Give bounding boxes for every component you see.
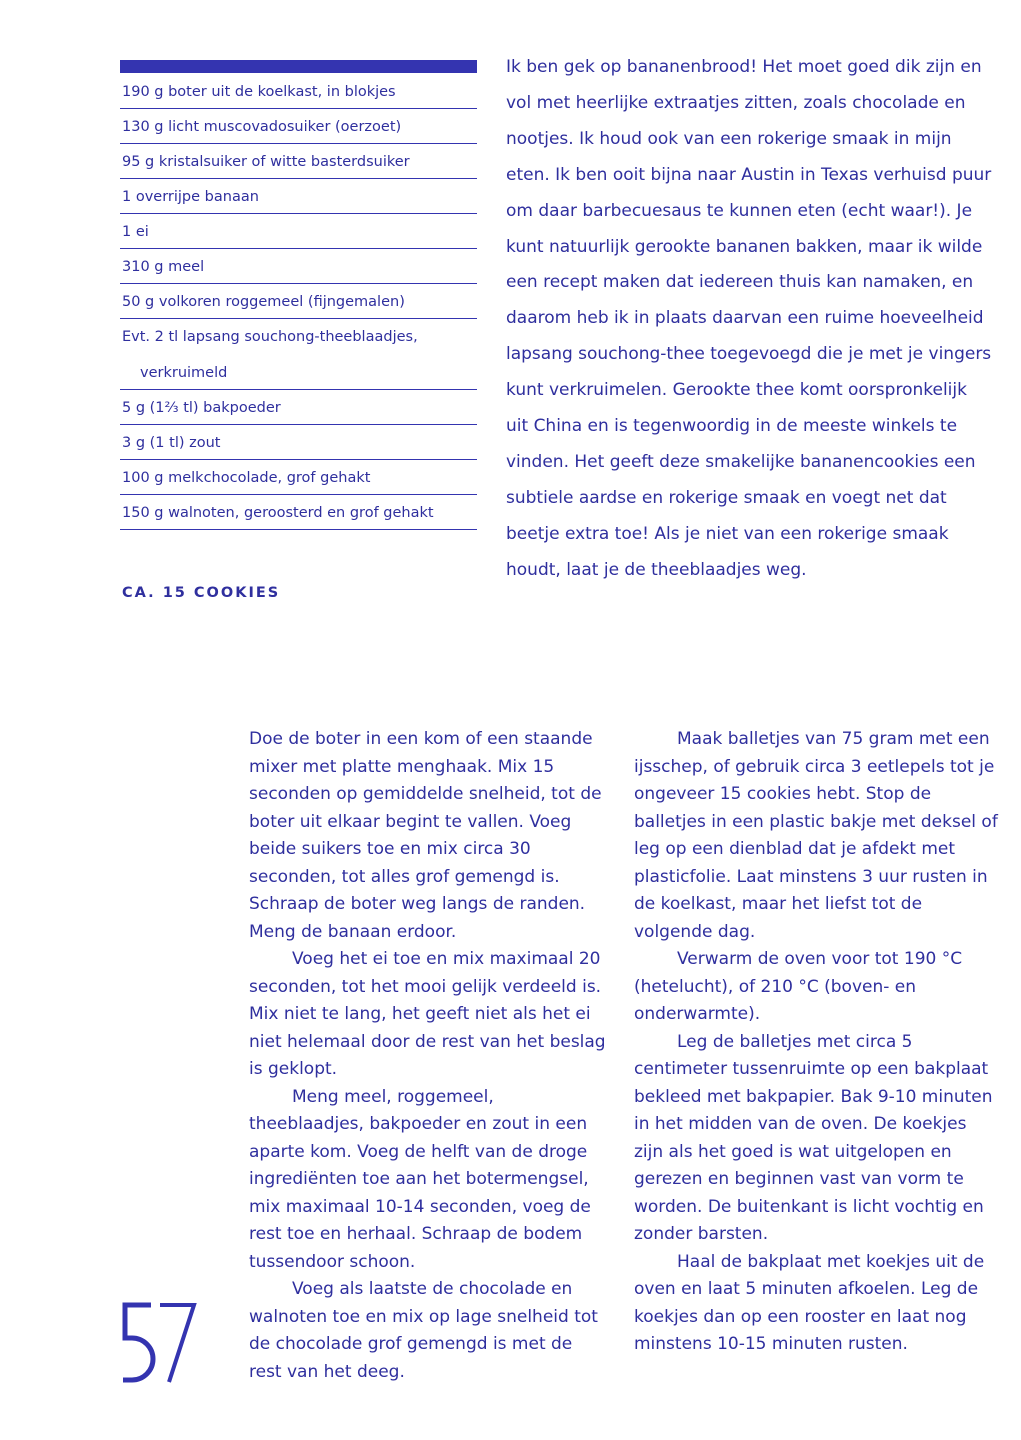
intro-paragraph: Ik ben gek op bananenbrood! Het moet goed dik zijn en vol met heerlijke extraatjes zitten, zoals chocolade en nootjes. Ik houd ook van een rokerige smaak in mijn eten. Ik ben ooit bijna naar Austin in Texas verhuisd puur om daar barbecuesaus te kunnen eten (echt waar!). Je kunt natuurlijk gerookte bananen bakken, maar ik wilde een recept maken dat iedereen thuis kan namaken, en daarom heb ik in plaats daarvan een ruime hoeveelheid lapsang souchong-thee toegevoegd die je met je vingers kunt verkruimelen. Gerookte thee komt oorspronkelijk uit China en is tegenwoordig in de meeste winkels te vinden. Het geeft deze smakelijke bananencookies een subtiele aardse en rokerige smaak en voegt net dat beetje extra toe! Als je niet van een rokerige smaak houdt, laat je de theeblaadjes weg. bbox=[506, 57, 992, 580]
method-step: Maak balletjes van 75 gram met een ijsschep, of gebruik circa 3 eetlepels tot je ongeveer 15 cookies hebt. Stop de balletjes in een plastic bakje met deksel of leg op een dienblad dat je afdekt met plasticfolie. Laat minstens 3 uur rusten in de koelkast, maar het liefst tot de volgende dag. bbox=[634, 729, 998, 942]
ingredient-item: 50 g volkoren roggemeel (fijngemalen) bbox=[120, 284, 477, 319]
method-step: Verwarm de oven voor tot 190 °C (hetelucht), of 210 °C (boven- en onderwarmte). bbox=[634, 949, 963, 1024]
ingredients-header-bar bbox=[120, 60, 477, 73]
ingredient-item: 3 g (1 tl) zout bbox=[120, 425, 477, 460]
ingredient-item: 5 g (1⅔ tl) bakpoeder bbox=[120, 390, 477, 425]
method-step: Voeg als laatste de chocolade en walnoten toe en mix op lage snelheid tot de chocolade grof gemengd is met de rest van het deeg. bbox=[249, 1279, 598, 1382]
ingredient-item: 150 g walnoten, geroosterd en grof gehakt bbox=[120, 495, 477, 530]
ingredient-item: 1 ei bbox=[120, 214, 477, 249]
ingredient-line: Evt. 2 tl lapsang souchong-theeblaadjes, bbox=[122, 329, 418, 345]
ingredient-item: 1 overrijpe banaan bbox=[120, 179, 477, 214]
ingredient-item: 130 g licht muscovadosuiker (oerzoet) bbox=[120, 109, 477, 144]
method-step: Doe de boter in een kom of een staande mixer met platte menghaak. Mix 15 seconden op gemiddelde snelheid, tot de boter uit elkaar begint te vallen. Voeg beide suikers toe en mix circa 30 seconden, tot alles grof gemengd is. Schraap de boter weg langs de randen. Meng de banaan erdoor. bbox=[249, 729, 602, 942]
method-column-right bbox=[634, 726, 999, 1359]
ingredient-list bbox=[120, 74, 477, 530]
ingredient-line-continued: verkruimeld bbox=[140, 365, 228, 381]
page-number bbox=[118, 1300, 198, 1384]
ingredient-item: 190 g boter uit de koelkast, in blokjes bbox=[120, 74, 477, 109]
ingredient-item: 310 g meel bbox=[120, 249, 477, 284]
method-step: Leg de balletjes met circa 5 centimeter tussenruimte op een bakplaat bekleed met bakpapier. Bak 9-10 minuten in het midden van de oven. De koekjes zijn als het goed is wat uitgelopen en gerezen en beginnen vast van vorm te worden. De buitenkant is licht vochtig en zonder barsten. bbox=[634, 1031, 993, 1244]
ingredient-item: 95 g kristalsuiker of witte basterdsuiker bbox=[120, 144, 477, 179]
method-column-left bbox=[249, 726, 609, 1386]
method-step: Haal de bakplaat met koekjes uit de oven en laat 5 minuten afkoelen. Leg de koekjes dan op een rooster en laat nog minstens 10-15 minuten rusten. bbox=[634, 1251, 985, 1354]
ingredient-item: 100 g melkchocolade, grof gehakt bbox=[120, 460, 477, 495]
recipe-yield: CA. 15 COOKIES bbox=[122, 585, 281, 601]
method-step: Voeg het ei toe en mix maximaal 20 seconden, tot het mooi gelijk verdeeld is. Mix niet te lang, het geeft niet als het ei niet helemaal door de rest van het beslag is geklopt. bbox=[249, 949, 606, 1079]
ingredient-item bbox=[120, 319, 477, 390]
method-step: Meng meel, roggemeel, theeblaadjes, bakpoeder en zout in een aparte kom. Voeg de helft van de droge ingrediënten toe aan het botermengsel, mix maximaal 10-14 seconden, voeg de rest toe en herhaal. Schraap de bodem tussendoor schoon. bbox=[249, 1086, 591, 1272]
page-number-glyphs bbox=[118, 1300, 198, 1384]
